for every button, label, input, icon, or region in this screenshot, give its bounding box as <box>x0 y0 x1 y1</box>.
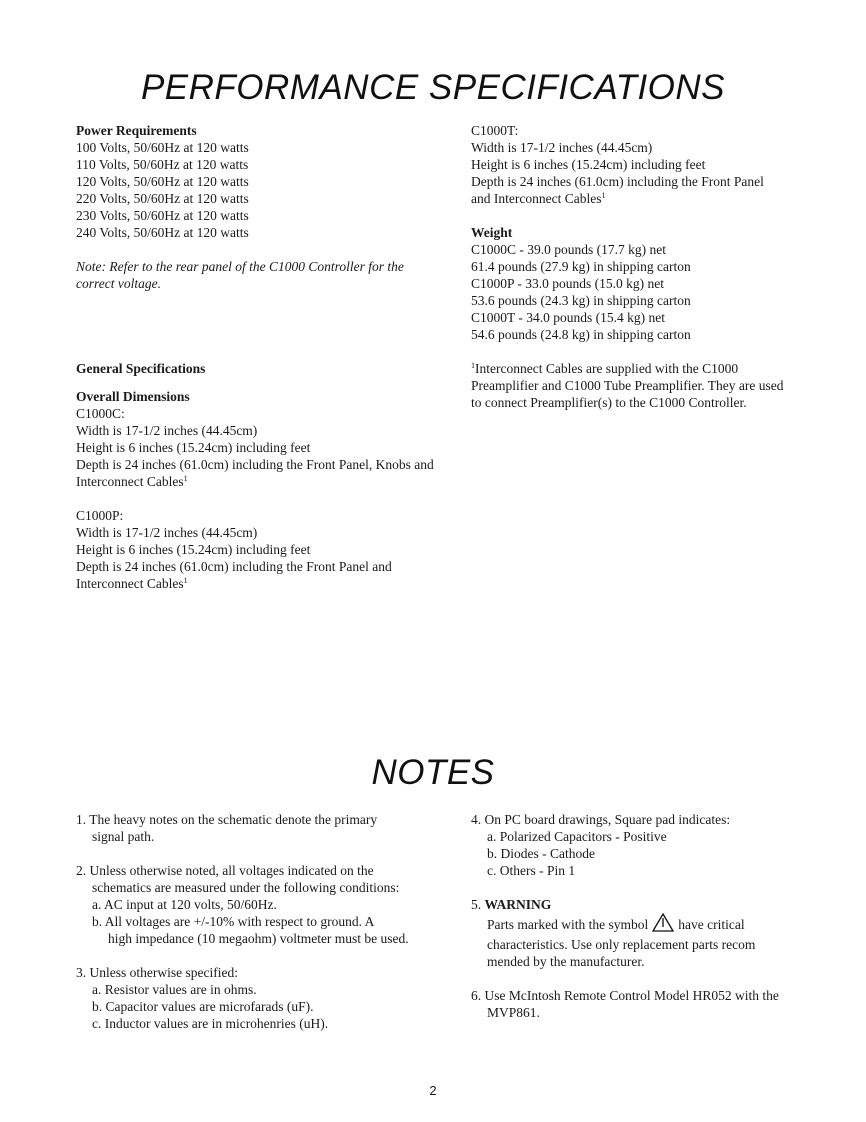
spec-line: Width is 17-1/2 inches (44.45cm) <box>76 525 258 540</box>
note-5: 5. WARNING <box>471 897 552 912</box>
spec-line: Interconnect Cables$^1$ <box>76 474 188 489</box>
note-3-b: b. Capacitor values are microfarads (uF). <box>92 999 314 1014</box>
spec-line: Depth is 24 inches (61.0cm) including the Front Panel and <box>76 559 392 574</box>
note-2-b-cont: high impedance (10 megaohm) voltmeter must be used. <box>108 931 409 946</box>
spec-line: Depth is 24 inches (61.0cm) including the Front Panel, Knobs and <box>76 457 434 472</box>
note-5-cont: characteristics. Use only replacement parts recom <box>487 937 756 952</box>
model-label: C1000C: <box>76 406 125 421</box>
spec-line: Width is 17-1/2 inches (44.45cm) <box>471 140 653 155</box>
spec-line: and Interconnect Cables$^1$ <box>471 191 606 206</box>
note-5-cont: Parts marked with the symbol have critical <box>471 913 801 936</box>
general-heading: General Specifications <box>76 361 206 376</box>
weight-line: 61.4 pounds (27.9 kg) in shipping carton <box>471 259 691 274</box>
note-6: 6. Use McIntosh Remote Control Model HR052 with the <box>471 988 779 1003</box>
specs-right-column <box>471 122 801 411</box>
weight-line: 54.6 pounds (24.8 kg) in shipping carton <box>471 327 691 342</box>
spec-line: Height is 6 inches (15.24cm) including feet <box>76 440 311 455</box>
power-heading: Power Requirements <box>76 123 197 138</box>
spec-line: Width is 17-1/2 inches (44.45cm) <box>76 423 258 438</box>
note-2-cont: schematics are measured under the following conditions: <box>92 880 400 895</box>
notes-left-column <box>76 811 456 1032</box>
power-note: correct voltage. <box>76 276 161 291</box>
note-3-a: a. Resistor values are in ohms. <box>92 982 257 997</box>
note-4: 4. On PC board drawings, Square pad indicates: <box>471 812 731 827</box>
power-note: Note: Refer to the rear panel of the C1000 Controller for the <box>76 259 404 274</box>
model-label: C1000T: <box>471 123 519 138</box>
note-3-c: c. Inductor values are in microhenries (uH). <box>92 1016 329 1031</box>
note-1-cont: signal path. <box>92 829 155 844</box>
power-line: 230 Volts, 50/60Hz at 120 watts <box>76 208 249 223</box>
weight-line: C1000C - 39.0 pounds (17.7 kg) net <box>471 242 666 257</box>
note-1: 1. The heavy notes on the schematic denote the primary <box>76 812 378 827</box>
note-2-a: a. AC input at 120 volts, 50/60Hz. <box>92 897 277 912</box>
footnote: $^1$Interconnect Cables are supplied with the C1000 <box>471 361 739 376</box>
spec-line: Depth is 24 inches (61.0cm) including the Front Panel <box>471 174 764 189</box>
notes-title: NOTES <box>371 753 495 792</box>
power-line: 120 Volts, 50/60Hz at 120 watts <box>76 174 249 189</box>
power-line: 110 Volts, 50/60Hz at 120 watts <box>76 157 249 172</box>
weight-line: C1000P - 33.0 pounds (15.0 kg) net <box>471 276 664 291</box>
note-5-cont: mended by the manufacturer. <box>487 954 645 969</box>
spec-line: Interconnect Cables$^1$ <box>76 576 188 591</box>
note-4-c: c. Others - Pin 1 <box>487 863 576 878</box>
warning-triangle-icon <box>652 913 674 936</box>
note-4-a: a. Polarized Capacitors - Positive <box>487 829 667 844</box>
note-2-b: b. All voltages are +/-10% with respect to ground. A <box>92 914 375 929</box>
power-line: 220 Volts, 50/60Hz at 120 watts <box>76 191 249 206</box>
page-title: PERFORMANCE SPECIFICATIONS <box>140 68 726 107</box>
note-4-b: b. Diodes - Cathode <box>487 846 595 861</box>
note-3: 3. Unless otherwise specified: <box>76 965 238 980</box>
note-2: 2. Unless otherwise noted, all voltages indicated on the <box>76 863 374 878</box>
weight-heading: Weight <box>471 225 513 240</box>
weight-line: 53.6 pounds (24.3 kg) in shipping carton <box>471 293 691 308</box>
page-number: 2 <box>429 1083 437 1098</box>
note-6-cont: MVP861. <box>487 1005 540 1020</box>
spec-line: Height is 6 inches (15.24cm) including feet <box>76 542 311 557</box>
footnote: to connect Preamplifier(s) to the C1000 Controller. <box>471 395 747 410</box>
specs-left-column <box>76 122 456 592</box>
power-line: 100 Volts, 50/60Hz at 120 watts <box>76 140 249 155</box>
spec-line: Height is 6 inches (15.24cm) including feet <box>471 157 706 172</box>
model-label: C1000P: <box>76 508 124 523</box>
weight-line: C1000T - 34.0 pounds (15.4 kg) net <box>471 310 665 325</box>
notes-right-column <box>471 811 801 1021</box>
dimensions-heading: Overall Dimensions <box>76 389 190 404</box>
footnote: Preamplifier and C1000 Tube Preamplifier. They are used <box>471 378 784 393</box>
power-line: 240 Volts, 50/60Hz at 120 watts <box>76 225 249 240</box>
